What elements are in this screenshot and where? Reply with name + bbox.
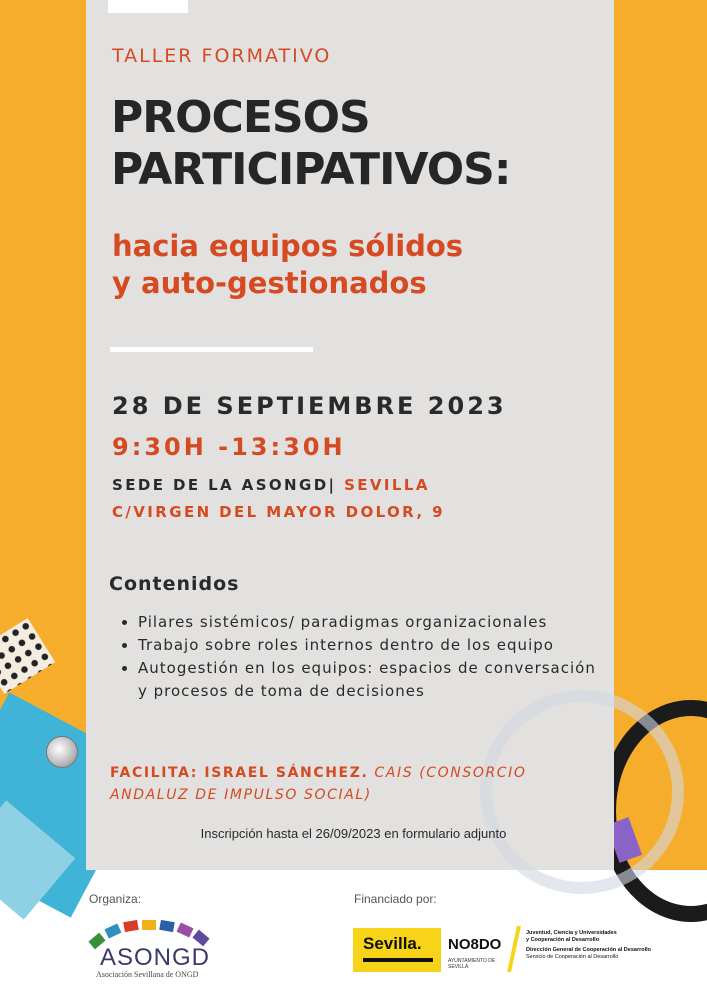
binder-clip-decoration (46, 736, 78, 768)
ayto-line-1: Juventud, Ciencia y Universidades (526, 930, 617, 936)
asongd-logo-subtitle: Asociación Sevillana de ONGD (96, 970, 199, 979)
contents-item: • Pilares sistémicos/ paradigmas organizacionales (138, 611, 608, 634)
facilitator-name: FACILITA: ISRAEL SÁNCHEZ. (110, 765, 369, 781)
facilitator-credit (110, 762, 580, 806)
subtitle-line-1: hacia equipos sólidos (112, 229, 464, 263)
no8do-logo (448, 932, 508, 972)
no8do-logo-subtitle: AYUNTAMIENTO DE SEVILLA (448, 958, 496, 970)
contents-list (116, 611, 608, 703)
venue-address: C/VIRGEN DEL MAYOR DOLOR, 9 (112, 503, 445, 521)
no8do-logo-text: NO8DO (448, 936, 502, 953)
divider-rule (110, 347, 313, 352)
ayto-line-2: y Cooperación al Desarrollo (526, 937, 600, 943)
sevilla-logo-bar (363, 958, 433, 962)
registration-note: Inscripción hasta el 26/09/2023 en formulario adjunto (200, 826, 507, 841)
venue-city: SEVILLA (336, 476, 430, 494)
contents-item: • Trabajo sobre roles internos dentro de los equipo (138, 634, 608, 657)
ayto-line-3: Dirección General de Cooperación al Desarrollo (526, 947, 652, 953)
financiado-label: Financiado por: (354, 892, 437, 906)
subtitle-line-2: y auto-gestionados (112, 266, 427, 300)
top-white-tab (108, 0, 188, 13)
facilitator-organization: CAIS (CONSORCIO ANDALUZ DE IMPULSO SOCIAL) (110, 765, 527, 803)
venue-line-1 (112, 472, 445, 499)
sevilla-logo (353, 928, 441, 972)
venue-name: SEDE DE LA ASONGD| (112, 476, 337, 494)
event-venue (112, 472, 445, 526)
title-line-1: PROCESOS (111, 92, 370, 143)
asongd-logo-text: ASONGD (100, 944, 211, 971)
workshop-kicker: TALLER FORMATIVO (112, 45, 332, 67)
ayto-line-4: Servicio de Cooperación al Desarrollo (526, 954, 619, 960)
event-date: 28 DE SEPTIEMBRE 2023 (112, 392, 507, 420)
contents-item: • Autogestión en los equipos: espacios de conversación y procesos de toma de decisiones (138, 657, 608, 703)
asongd-logo (84, 918, 224, 982)
event-time: 9:30H -13:30H (112, 433, 346, 461)
title-line-2: PARTICIPATIVOS: (111, 144, 511, 195)
contents-heading: Contenidos (109, 573, 240, 595)
poster-title (111, 92, 611, 196)
organiza-label: Organiza: (89, 892, 142, 906)
sevilla-logo-text: Sevilla. (363, 934, 422, 953)
ayto-department (526, 930, 706, 961)
poster-subtitle (112, 228, 602, 302)
ayto-divider-bar (507, 926, 521, 972)
